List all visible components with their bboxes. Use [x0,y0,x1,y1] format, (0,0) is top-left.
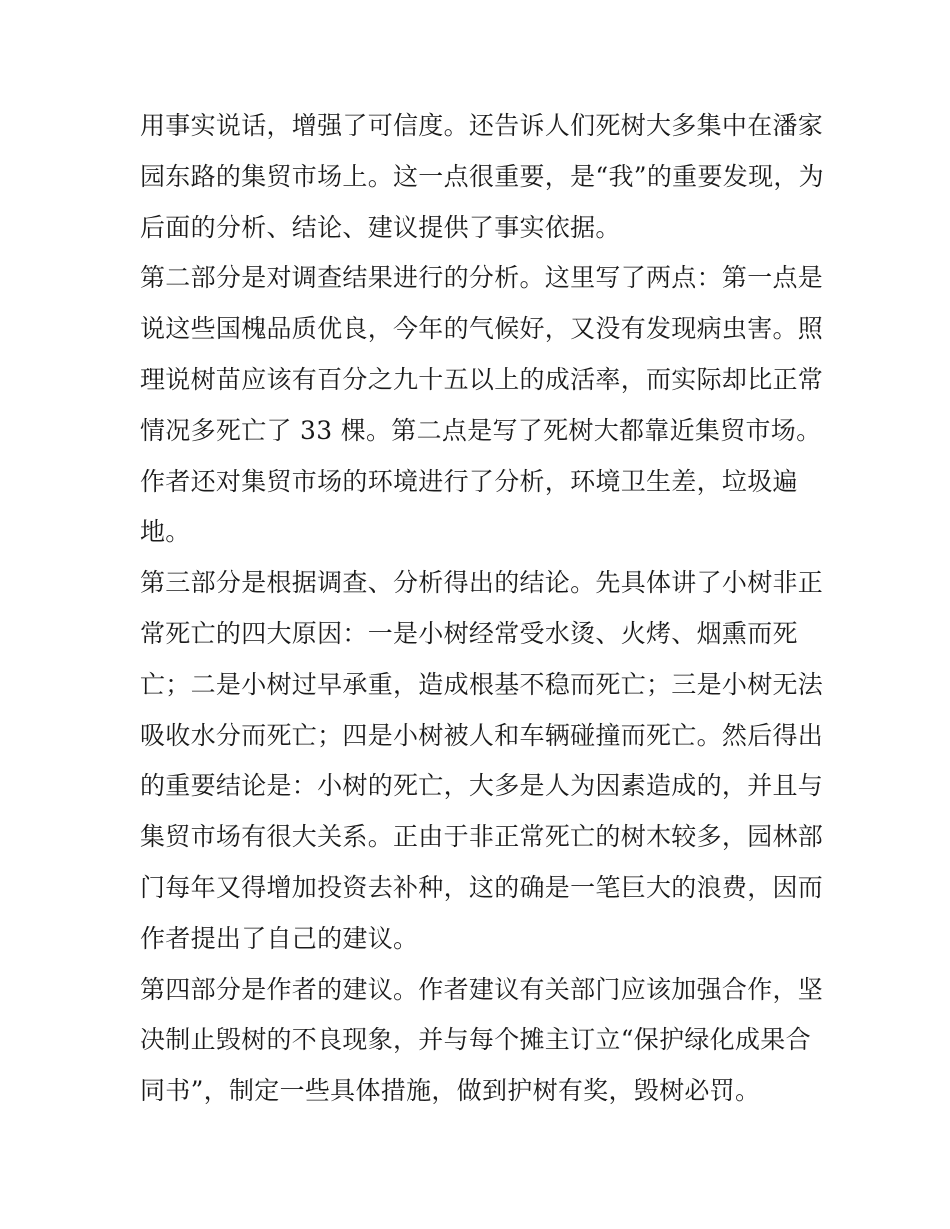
text-line: 门每年又得增加投资去补种，这的确是一笔巨大的浪费，因而 [140,872,824,902]
text-line: 园东路的集贸市场上。这一点很重要，是“我”的重要发现，为 [140,161,824,191]
text-line: 决制止毁树的不良现象，并与每个摊主订立“保护绿化成果合 [140,1025,811,1055]
text-line: 的重要结论是：小树的死亡，大多是人为因素造成的，并且与 [140,771,824,801]
text-line: 吸收水分而死亡；四是小树被人和车辆碰撞而死亡。然后得出 [140,720,824,750]
text-line: 情况多死亡了 33 棵。第二点是写了死树大都靠近集贸市场。 [140,415,822,445]
text-line: 地。 [140,517,191,547]
text-line: 第四部分是作者的建议。作者建议有关部门应该加强合作，坚 [140,974,824,1004]
text-line: 同书”，制定一些具体措施，做到护树有奖，毁树必罚。 [140,1076,761,1106]
text-line: 后面的分析、结论、建议提供了事实依据。 [140,212,621,242]
text-line: 亡；二是小树过早承重，造成根基不稳而死亡；三是小树无法 [140,669,824,699]
text-line: 第三部分是根据调查、分析得出的结论。先具体讲了小树非正 [140,568,824,598]
text-line: 作者还对集贸市场的环境进行了分析，环境卫生差，垃圾遍 [140,466,798,496]
text-line: 常死亡的四大原因：一是小树经常受水烫、火烤、烟熏而死 [140,618,798,648]
document-body [140,101,824,1117]
text-line: 第二部分是对调查结果进行的分析。这里写了两点：第一点是 [140,263,824,293]
text-line: 集贸市场有很大关系。正由于非正常死亡的树木较多，园林部 [140,822,824,852]
text-line: 用事实说话，增强了可信度。还告诉人们死树大多集中在潘家 [140,111,824,140]
text-line: 作者提出了自己的建议。 [140,923,419,953]
text-line: 说这些国槐品质优良，今年的气候好，又没有发现病虫害。照 [140,314,824,344]
text-line: 理说树苗应该有百分之九十五以上的成活率，而实际却比正常 [140,364,824,394]
